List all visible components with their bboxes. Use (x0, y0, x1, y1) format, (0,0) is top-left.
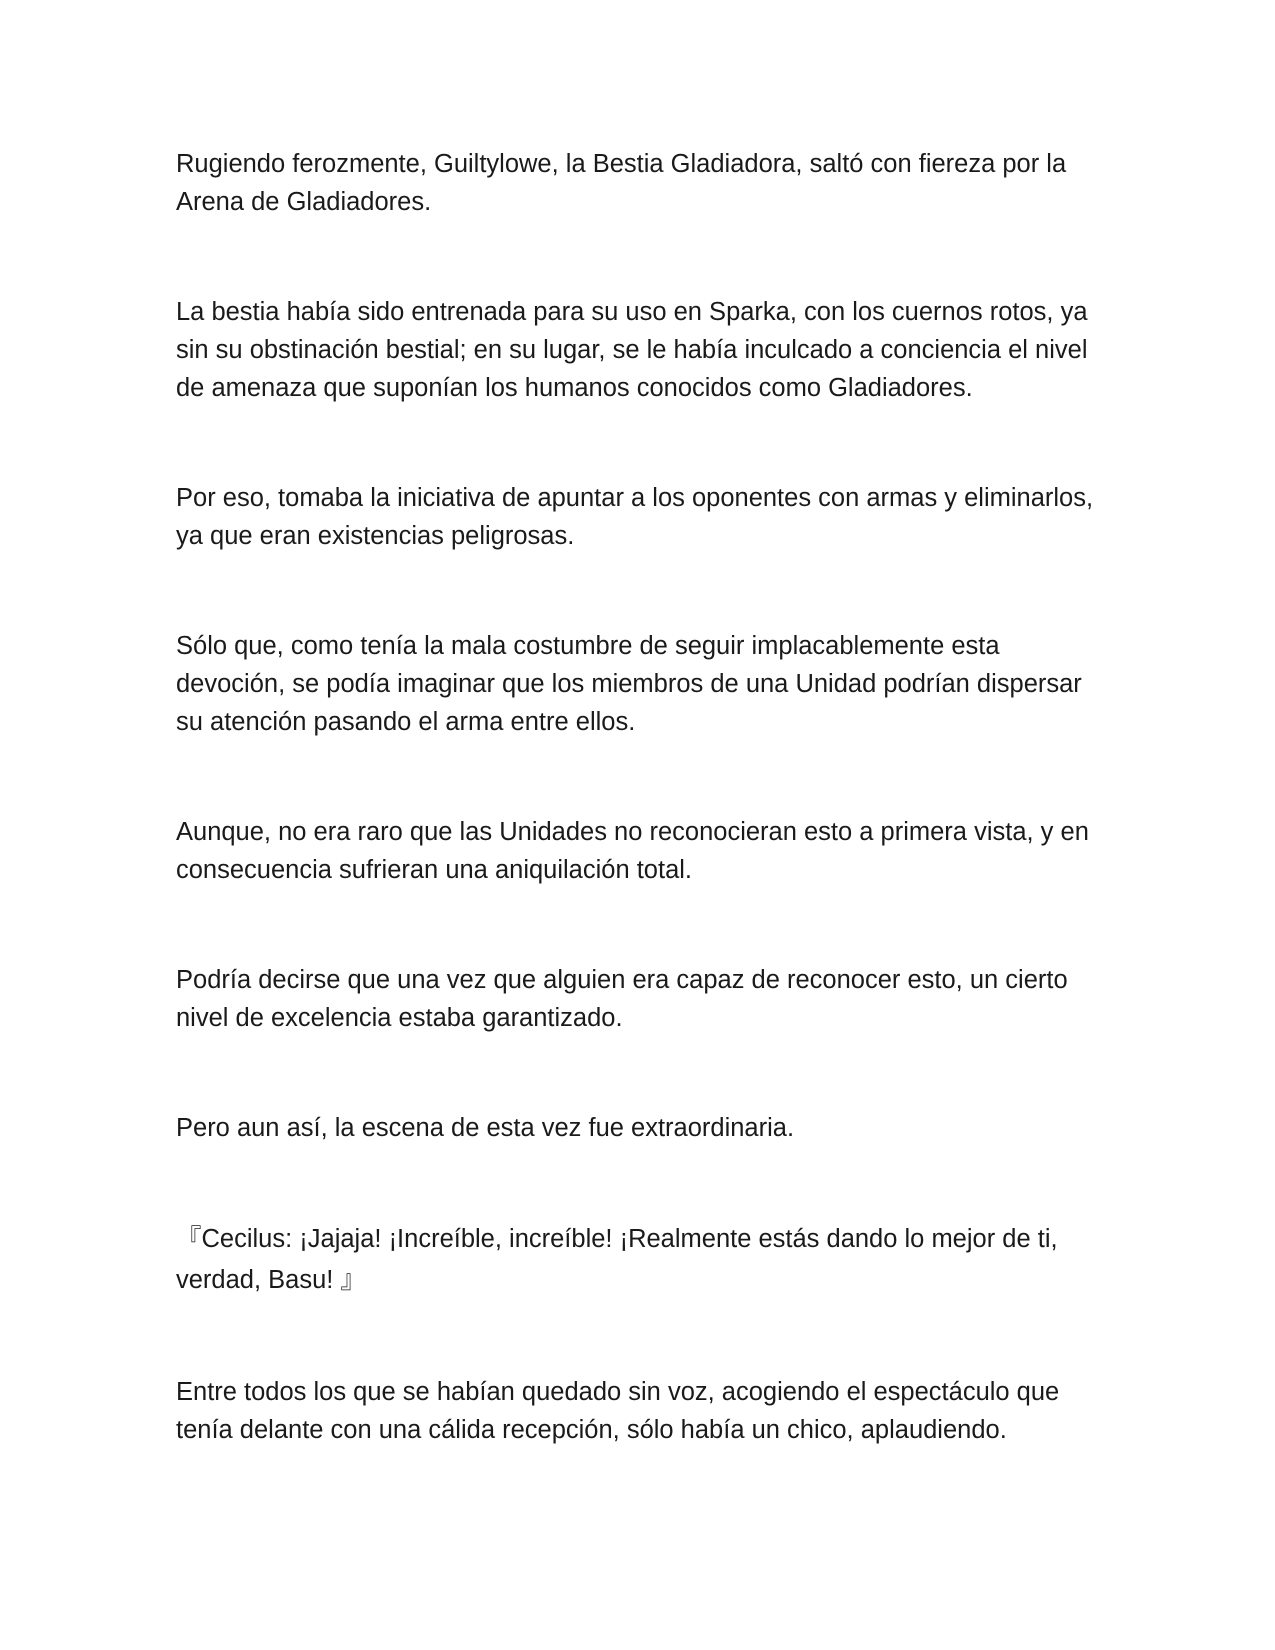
paragraph-2: La bestia había sido entrenada para su uso en Sparka, con los cuernos rotos, ya sin su obstinación bestial; en su lugar, se le había inculcado a conciencia el nivel de amenaza que suponían los humanos conocidos como Gladiadores. (176, 298, 1088, 402)
paragraph-9: Entre todos los que se habían quedado sin voz, acogiendo el espectáculo que tenía delante con una cálida recepción, sólo había un chico, aplaudiendo. (176, 1378, 1060, 1444)
document-body (176, 145, 1106, 1521)
dialogue-cecilus: 『Cecilus: ¡Jajaja! ¡Increíble, increíble! ¡Realmente estás dando lo mejor de ti, verdad, Basu! 』 (176, 1225, 1058, 1294)
paragraph-1: Rugiendo ferozmente, Guiltylowe, la Bestia Gladiadora, saltó con fiereza por la Arena de Gladiadores. (176, 150, 1067, 216)
paragraph-4: Sólo que, como tenía la mala costumbre de seguir implacablemente esta devoción, se podía imaginar que los miembros de una Unidad podrían dispersar su atención pasando el arma entre ellos. (176, 632, 1082, 736)
paragraph-5: Aunque, no era raro que las Unidades no reconocieran esto a primera vista, y en consecuencia sufrieran una aniquilación total. (176, 818, 1089, 884)
paragraph-3: Por eso, tomaba la iniciativa de apuntar a los oponentes con armas y eliminarlos, ya que eran existencias peligrosas. (176, 484, 1094, 550)
paragraph-6: Podría decirse que una vez que alguien era capaz de reconocer esto, un cierto nivel de excelencia estaba garantizado. (176, 966, 1068, 1032)
paragraph-7: Pero aun así, la escena de esta vez fue extraordinaria. (176, 1114, 795, 1142)
